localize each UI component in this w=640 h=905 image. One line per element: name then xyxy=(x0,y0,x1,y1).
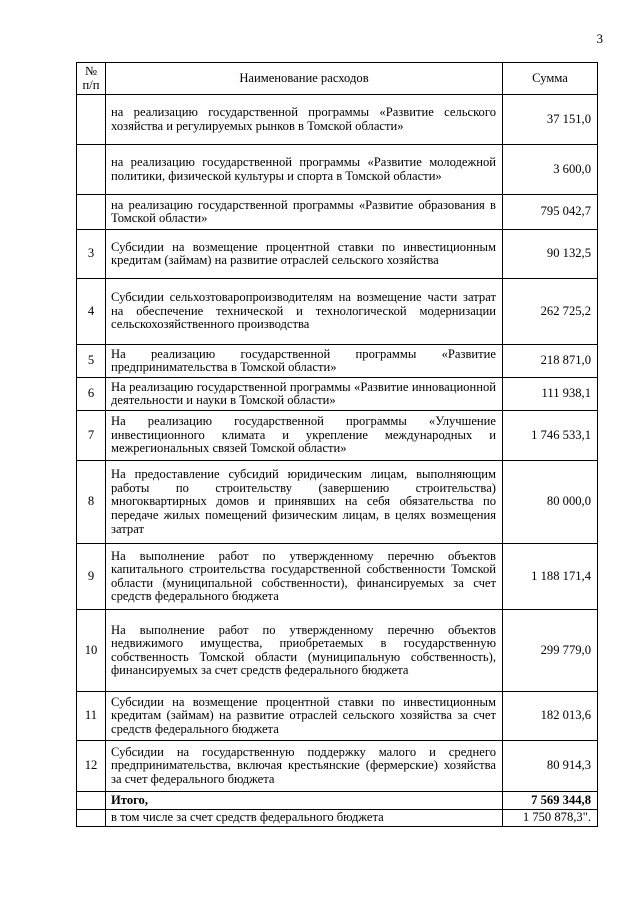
row-sum: 80 000,0 xyxy=(503,461,598,544)
table-header-row xyxy=(77,63,598,95)
page-number: 3 xyxy=(596,31,603,46)
row-sum: 795 042,7 xyxy=(503,195,598,230)
header-number: № п/п xyxy=(77,63,106,95)
row-number: 5 xyxy=(77,345,106,378)
row-description: Субсидии на возмещение процентной ставки по инвестиционным кредитам (займам) на развитие отраслей сельского хозяйства xyxy=(106,230,503,279)
row-sum: 218 871,0 xyxy=(503,345,598,378)
row-number: 10 xyxy=(77,610,106,692)
table-row xyxy=(77,95,598,145)
table-row xyxy=(77,230,598,279)
total-number-cell xyxy=(77,792,106,810)
row-sum: 80 914,3 xyxy=(503,741,598,792)
row-description: на реализацию государственной программы «Развитие образования в Томской области» xyxy=(106,195,503,230)
row-description: На выполнение работ по утвержденному перечню объектов недвижимого имущества, приобретаемых в государственную собственность Томской области (муниципальную собственность), финансируемых за счет средств федерального бюджета xyxy=(106,610,503,692)
table-row xyxy=(77,544,598,610)
row-sum: 1 188 171,4 xyxy=(503,544,598,610)
row-description: На реализацию государственной программы «Развитие предпринимательства в Томской области» xyxy=(106,345,503,378)
row-sum: 90 132,5 xyxy=(503,230,598,279)
row-description: На реализацию государственной программы «Улучшение инвестиционного климата и укрепление международных и межрегиональных связей Томской области» xyxy=(106,411,503,461)
row-number: 8 xyxy=(77,461,106,544)
row-number xyxy=(77,95,106,145)
table-row xyxy=(77,411,598,461)
total-label: Итого, xyxy=(106,792,503,810)
row-description: на реализацию государственной программы «Развитие сельского хозяйства и регулируемых рынков в Томской области» xyxy=(106,95,503,145)
row-number: 6 xyxy=(77,378,106,411)
row-number: 12 xyxy=(77,741,106,792)
row-sum: 262 725,2 xyxy=(503,279,598,345)
total-sum: 7 569 344,8 xyxy=(503,792,598,810)
header-expense-name: Наименование расходов xyxy=(106,63,503,95)
table-row xyxy=(77,610,598,692)
table-row xyxy=(77,195,598,230)
row-number xyxy=(77,145,106,195)
total-row xyxy=(77,792,598,810)
row-description: Субсидии сельхозтоваропроизводителям на возмещение части затрат на обеспечение технической и технологической модернизации сельскохозяйственного производства xyxy=(106,279,503,345)
row-number: 3 xyxy=(77,230,106,279)
row-description: Субсидии на возмещение процентной ставки по инвестиционным кредитам (займам) на развитие отраслей сельского хозяйства за счет средств федерального бюджета xyxy=(106,692,503,741)
table-row xyxy=(77,692,598,741)
row-description: На предоставление субсидий юридическим лицам, выполняющим работы по строительству (завершению строительства) многоквартирных домов и принявших на себя обязательства по передаче жилых помещений физическим лицам, в целях возмещения затрат xyxy=(106,461,503,544)
row-description: на реализацию государственной программы «Развитие молодежной политики, физической культуры и спорта в Томской области» xyxy=(106,145,503,195)
table-row xyxy=(77,345,598,378)
row-sum: 37 151,0 xyxy=(503,95,598,145)
row-description: На выполнение работ по утвержденному перечню объектов капитального строительства государственной собственности Томской области (муниципальной собственности), финансируемых за счет средств федерального бюджета xyxy=(106,544,503,610)
row-number: 11 xyxy=(77,692,106,741)
table-row xyxy=(77,741,598,792)
row-sum: 111 938,1 xyxy=(503,378,598,411)
federal-row xyxy=(77,810,598,827)
row-number xyxy=(77,195,106,230)
row-number: 4 xyxy=(77,279,106,345)
row-sum: 3 600,0 xyxy=(503,145,598,195)
federal-sum: 1 750 878,3". xyxy=(503,810,598,827)
row-sum: 182 013,6 xyxy=(503,692,598,741)
header-sum: Сумма xyxy=(503,63,598,95)
row-description: На реализацию государственной программы «Развитие инновационной деятельности и науки в Томской области» xyxy=(106,378,503,411)
federal-number-cell xyxy=(77,810,106,827)
expenses-table xyxy=(76,62,598,827)
row-sum: 1 746 533,1 xyxy=(503,411,598,461)
table-row xyxy=(77,378,598,411)
federal-label: в том числе за счет средств федерального бюджета xyxy=(106,810,503,827)
table-row xyxy=(77,461,598,544)
table-row xyxy=(77,145,598,195)
row-number: 9 xyxy=(77,544,106,610)
table-row xyxy=(77,279,598,345)
row-number: 7 xyxy=(77,411,106,461)
row-sum: 299 779,0 xyxy=(503,610,598,692)
row-description: Субсидии на государственную поддержку малого и среднего предпринимательства, включая крестьянские (фермерские) хозяйства за счет федерального бюджета xyxy=(106,741,503,792)
